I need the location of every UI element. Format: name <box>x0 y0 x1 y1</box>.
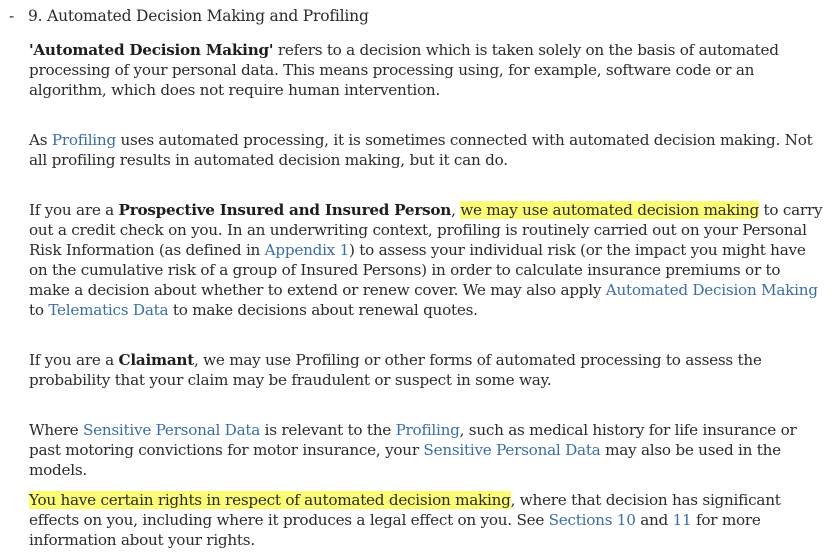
link-sensitive-personal-data[interactable]: Sensitive Personal Data <box>423 441 601 459</box>
paragraph-text: As <box>29 131 52 149</box>
paragraph-definition <box>29 40 824 100</box>
paragraph-text: Where <box>29 421 83 439</box>
paragraph-text: , where that decision has significant effects on you, including where it produces a legal effect on you. See <box>29 491 781 529</box>
paragraph-profiling <box>29 130 824 170</box>
section-heading[interactable] <box>0 5 833 27</box>
paragraph-sensitive-data <box>29 420 824 480</box>
paragraph-insured-person <box>29 200 824 320</box>
paragraph-text: If you are a <box>29 351 119 369</box>
paragraph-text: If you are a <box>29 201 119 219</box>
highlight-rights: You have certain rights in respect of automated decision making <box>29 491 511 509</box>
link-profiling[interactable]: Profiling <box>395 421 460 439</box>
link-telematics-data[interactable]: Telematics Data <box>48 301 169 319</box>
paragraph-text: for more information about your rights. <box>29 511 761 549</box>
paragraph-text: , <box>451 201 461 219</box>
paragraph-text: is relevant to the <box>260 421 396 439</box>
paragraph-text: , we may use Profiling or other forms of automated processing to assess the probability that your claim may be fraudulent or suspect in some way. <box>29 351 762 389</box>
link-sections-10[interactable]: Sections 10 <box>548 511 636 529</box>
link-automated-decision-making[interactable]: Automated Decision Making <box>605 281 818 299</box>
paragraph-claimant <box>29 350 824 390</box>
collapse-dash-icon[interactable]: - <box>9 7 15 25</box>
term-claimant: Claimant <box>118 351 194 369</box>
link-appendix-1[interactable]: Appendix 1 <box>264 241 349 259</box>
paragraph-text: , such as medical history for life insurance or past motoring convictions for motor insurance, your <box>29 421 797 459</box>
paragraph-text: to <box>29 301 49 319</box>
paragraph-text: to make decisions about renewal quotes. <box>168 301 478 319</box>
section-title: 9. Automated Decision Making and Profiling <box>28 7 369 25</box>
link-profiling[interactable]: Profiling <box>51 131 116 149</box>
link-sensitive-personal-data[interactable]: Sensitive Personal Data <box>82 421 261 439</box>
paragraph-text: ) to assess your individual risk (or the impact you might have on the cumulative risk of a group of Insured Persons) in order to calculate insurance premiums or to make a decision about whether to extend or renew cover. We may also apply <box>29 241 806 299</box>
paragraph-text: may also be used in the models. <box>29 441 781 479</box>
paragraph-text: and <box>635 511 673 529</box>
paragraph-text: uses automated processing, it is sometimes connected with automated decision making. Not all profiling results in automated decision making, but it can do. <box>29 131 813 169</box>
paragraph-text: refers to a decision which is taken solely on the basis of automated processing of your personal data. This means processing using, for example, software code or an algorithm, which does not require human intervention. <box>29 41 779 99</box>
term-automated-decision-making: 'Automated Decision Making' <box>29 41 274 59</box>
term-prospective-insured: Prospective Insured and Insured Person <box>118 201 452 219</box>
highlight-automated-decision: we may use automated decision making <box>460 201 759 219</box>
paragraph-rights <box>29 490 824 550</box>
paragraph-text: to carry out a credit check on you. In an underwriting context, profiling is routinely carried out on your Personal Risk Information (as defined in <box>29 201 823 259</box>
link-section-11[interactable]: 11 <box>672 511 692 529</box>
